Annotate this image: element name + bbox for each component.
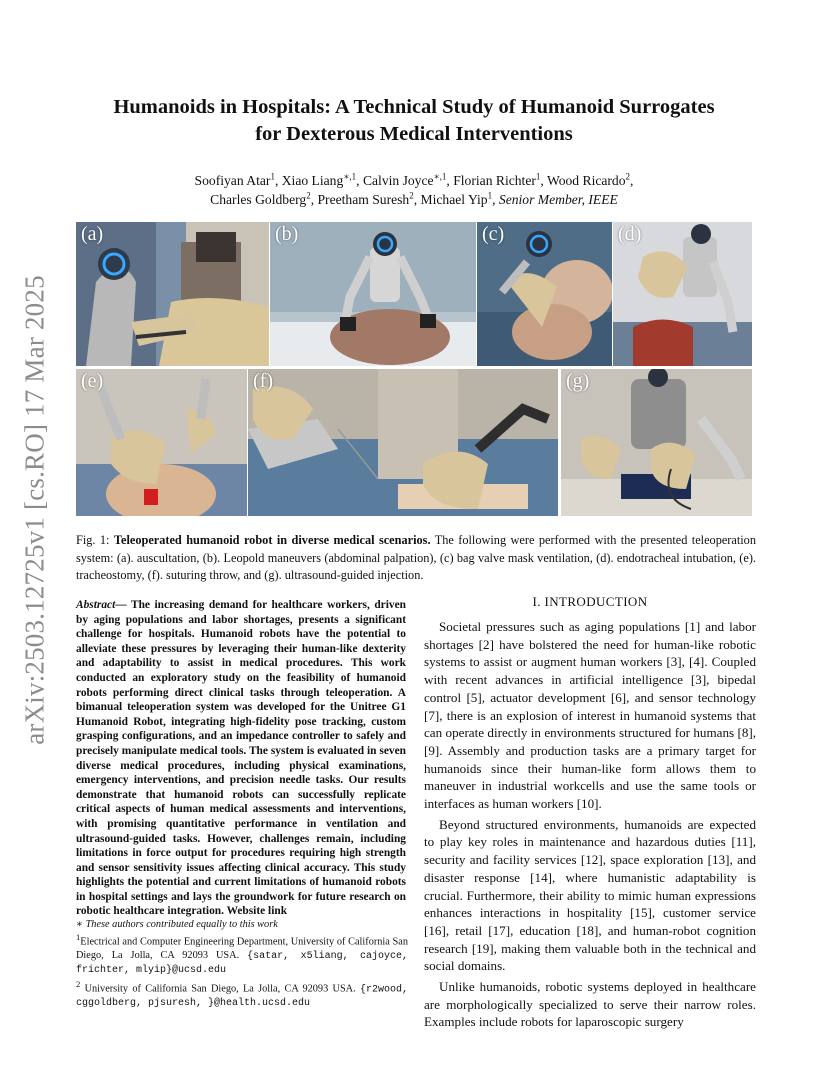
footnote-2-emails: {r2wood, cggoldberg, pjsuresh, }@health.ucsd.edu <box>76 984 408 1010</box>
author-affiliation-mark: ∗,1 <box>433 171 447 182</box>
panel-label-b: (b) <box>275 223 299 245</box>
panel-b-photo <box>270 222 476 366</box>
author-affiliation-mark: 1 <box>535 171 541 182</box>
author-name: Wood Ricardo <box>546 173 626 188</box>
footnote-2-text: University of California San Diego, La Jolla, CA 92093 USA. <box>84 983 360 995</box>
author-membership: Senior Member, IEEE <box>498 192 618 207</box>
author-name: Xiao Liang <box>281 173 344 188</box>
figure-panel-g <box>561 369 752 516</box>
figure-panel-c <box>477 222 612 366</box>
panel-label-d: (d) <box>618 223 642 245</box>
author-affiliation-mark: 1 <box>270 171 275 182</box>
footnotes <box>76 918 408 1011</box>
figure-panel-b <box>270 222 476 366</box>
figure-panel-d <box>613 222 752 366</box>
panel-label-a: (a) <box>81 223 104 245</box>
introduction-body <box>424 618 756 1034</box>
abstract-text: — The increasing demand for healthcare workers, driven by aging populations and labor shortages, presents a significant challenge for hospitals. Humanoid robots have the potential to alleviate these pressures by leveraging their human-like dexterity and adaptability to assist in medical procedures. This work conducted an exploratory study on the feasibility of humanoid robots performing direct clinical tasks through teleoperation. A bimanual teleoperation system was developed for the Unitree G1 Humanoid Robot, integrating high-fidelity pose tracking, custom grasping configurations, and an impedance controller to safely and precisely manipulate medical tools. The system is evaluated in seven diverse medical procedures, including physical examinations, emergency interventions, and precision needle tasks. Our results demonstrate that humanoid robots can successfully replicate critical aspects of human medical assessments and interventions, with promising quantitative performance in ventilation and ultrasound-guided tasks. However, challenges remain, including limitations in force output for procedures requiring high strength and sensor sensitivity issues affecting clinical accuracy. This study highlights the potential and current limitations of humanoid robots in hospital settings and lays the groundwork for future research on robotic healthcare integration. Website link <box>76 599 406 918</box>
figure-panel-f <box>248 369 558 516</box>
author-name: Soofiyan Atar <box>194 173 271 188</box>
footnote-equal-contribution: ∗ These authors contributed equally to this work <box>76 919 278 930</box>
arxiv-identifier-stamp <box>10 270 60 750</box>
footnote-1-text: Electrical and Computer Engineering Department, University of California San Diego, La Jolla, CA 92093 USA. <box>76 936 408 962</box>
author-name: Florian Richter <box>453 173 536 188</box>
figure-1 <box>76 222 752 516</box>
panel-label-e: (e) <box>81 370 104 392</box>
author-name: Michael Yip <box>420 192 488 207</box>
panel-g-photo <box>561 369 752 516</box>
paper-title-line-1: Humanoids in Hospitals: A Technical Study of Humanoid Surrogates <box>113 96 715 118</box>
abstract-lead: Abstract <box>76 599 116 611</box>
author-affiliation-mark: 2 <box>306 190 311 201</box>
author-list <box>70 171 758 209</box>
author-name: Preetham Suresh <box>317 192 410 207</box>
panel-label-f: (f) <box>253 370 273 392</box>
author-line-2: Charles Goldberg$^2$, Preetham Suresh$^2$, Michael Yip$^1$, Senior Member, IEEE <box>210 190 618 207</box>
paper-title-line-2: for Dexterous Medical Interventions <box>255 123 573 145</box>
author-affiliation-mark: 2 <box>625 171 631 182</box>
author-name: Calvin Joyce <box>362 173 434 188</box>
intro-paragraph: Societal pressures such as aging populations [1] and labor shortages [2] have bolstered the need for human-like robotic systems to assist or augment human workers [3], [4]. Coupled with recent advances in artificial intelligence [3], bipedal control [5], actuator development [6], and sensor technology [7], there is an explosion of interest in humanoid systems that can operate directly in environments structured for humans [8], [9]. Assembly and production tasks are a primary target for humanoids since their human-like form allows them to maneuver in industrial workcells and use the same tools or interfaces as human workers [10]. <box>424 619 756 812</box>
author-affiliation-mark: 2 <box>409 190 414 201</box>
footnote-affiliation-1: $^1$Electrical and Computer Engineering Department, University of California San Diego, La Jolla, CA 92093 USA. {satar, x5liang, cajoyce, frichter, mlyip}@ucsd.edu <box>76 932 408 977</box>
figure-caption <box>76 532 756 585</box>
intro-paragraph: Unlike humanoids, robotic systems deployed in healthcare are morphologically specialized to serve their narrow roles. Examples include robots for laparoscopic surgery <box>424 979 756 1030</box>
section-heading-introduction: I. INTRODUCTION <box>532 594 648 609</box>
caption-prefix: Fig. 1: <box>76 533 114 547</box>
panel-label-c: (c) <box>482 223 505 245</box>
panel-label-g: (g) <box>566 370 590 392</box>
author-name: Charles Goldberg <box>210 192 307 207</box>
footnote-affiliation-2: $^2$ University of California San Diego, La Jolla, CA 92093 USA. {r2wood, cggoldberg, pjsuresh, }@health.ucsd.edu <box>76 978 408 1010</box>
figure-panel-e <box>76 369 247 516</box>
author-affiliation-mark: ∗,1 <box>343 171 357 182</box>
panel-f-photo <box>248 369 558 516</box>
panel-a-photo <box>76 222 269 366</box>
arxiv-identifier-text: arXiv:2503.12725v1 [cs.RO] 17 Mar 2025 <box>19 275 50 745</box>
intro-paragraph: Beyond structured environments, humanoids are expected to play key roles in maintenance and hazardous duties [11], security and facility services [12], space exploration [13], and disaster response [14], where humanistic adaptability is crucial. Furthermore, their ability to mimic human expressions enhances interactions in hospitality [15], customer service [16], retail [17], education [18], and human-robot cognition research [19], making them valuable both in the technical and social domains. <box>424 816 756 974</box>
author-affiliation-mark: 1 <box>487 190 493 201</box>
footnote-1-emails: {satar, x5liang, cajoyce, frichter, mlyip}@ucsd.edu <box>76 951 408 977</box>
author-line-1: Soofiyan Atar$^1$, Xiao Liang$^{∗,1}$, Calvin Joyce$^{∗,1}$, Florian Richter$^1$, Wood Ricardo$^2$, <box>194 171 634 188</box>
caption-text: The following were performed with the presented teleoperation system: (a). auscultation, (b). Leopold maneuvers (abdominal palpation), (c) bag valve mask ventilation, (d). endotracheal intubation, (e). tracheostomy, (f). suturing throw, and (g). ultrasound-guided injection. <box>76 533 756 582</box>
abstract <box>76 598 406 919</box>
figure-panel-a <box>76 222 269 366</box>
caption-bold: Teleoperated humanoid robot in diverse medical scenarios. <box>113 533 431 547</box>
paper-title <box>70 94 758 148</box>
